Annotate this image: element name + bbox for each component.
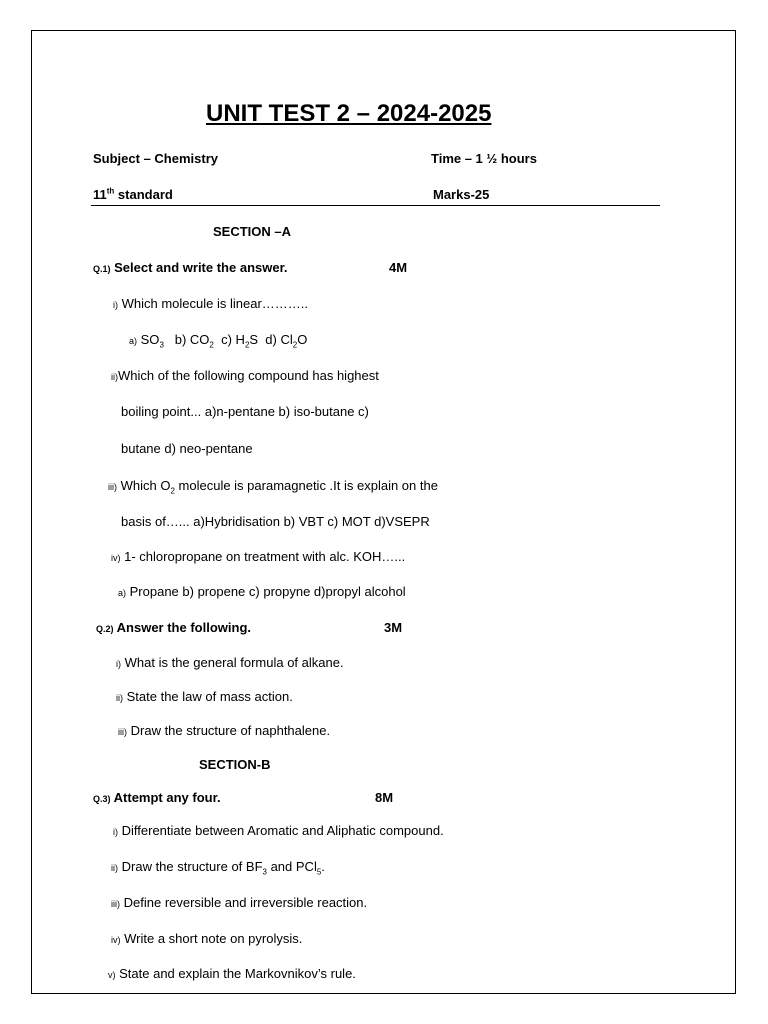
page-title: UNIT TEST 2 – 2024-2025 bbox=[206, 100, 492, 127]
option-c-end: S bbox=[249, 332, 259, 347]
item-text: Write a short note on pyrolysis. bbox=[124, 931, 303, 946]
item-text: Which molecule is linear……….. bbox=[121, 296, 309, 311]
question-1-number: Q.1) bbox=[93, 264, 111, 274]
item-number: iii) bbox=[111, 899, 120, 909]
q2-item-iii bbox=[118, 723, 330, 740]
subject-label: Subject – Chemistry bbox=[93, 151, 218, 166]
item-text-end: molecule is paramagnetic .It is explain on the bbox=[174, 478, 438, 493]
standard-text: standard bbox=[114, 187, 173, 202]
question-3-number: Q.3) bbox=[93, 794, 111, 804]
page-border bbox=[31, 30, 736, 994]
standard-label bbox=[93, 187, 173, 203]
standard-suffix: th bbox=[106, 186, 115, 196]
item-number: i) bbox=[113, 300, 118, 310]
q1-item-i bbox=[113, 296, 308, 313]
item-number: iii) bbox=[108, 482, 117, 492]
item-number: ii) bbox=[111, 863, 118, 873]
question-2-text: Answer the following. bbox=[116, 620, 251, 635]
item-text: What is the general formula of alkane. bbox=[124, 655, 344, 670]
option-d-text: d) Cl bbox=[265, 332, 293, 347]
item-text: Draw the structure of BF bbox=[121, 859, 263, 874]
item-number: ii) bbox=[116, 693, 123, 703]
item-number: iv) bbox=[111, 553, 121, 563]
item-text-end: . bbox=[321, 859, 325, 874]
item-text: Differentiate between Aromatic and Aliphatic compound. bbox=[121, 823, 444, 838]
q1-item-ii bbox=[111, 368, 379, 385]
question-1 bbox=[93, 260, 288, 277]
section-a-heading: SECTION –A bbox=[213, 224, 292, 239]
question-1-text: Select and write the answer. bbox=[114, 260, 288, 275]
question-3-marks: 8M bbox=[375, 790, 394, 805]
option-a-label: a) bbox=[118, 588, 127, 598]
item-number: i) bbox=[113, 827, 118, 837]
item-subscript-2: 5 bbox=[316, 867, 322, 877]
q1-item-iv bbox=[111, 549, 405, 566]
item-text: Draw the structure of naphthalene. bbox=[130, 723, 331, 738]
option-a-subscript: 3 bbox=[159, 340, 164, 350]
item-text: State and explain the Markovnikov’s rule. bbox=[119, 966, 356, 981]
item-text: Which of the following compound has highest bbox=[118, 368, 379, 383]
time-label: Time – 1 ½ hours bbox=[431, 151, 537, 166]
option-c-text: c) H bbox=[221, 332, 245, 347]
item-text: Which O bbox=[120, 478, 171, 493]
option-a-label: a) bbox=[129, 336, 138, 346]
q3-item-i bbox=[113, 823, 444, 840]
q1-item-ii-line2: boiling point... a)n-pentane b) iso-butane c) bbox=[121, 404, 369, 419]
q3-item-iii bbox=[111, 895, 367, 912]
question-2-marks: 3M bbox=[384, 620, 403, 635]
item-number: i) bbox=[116, 659, 121, 669]
item-text: State the law of mass action. bbox=[126, 689, 293, 704]
q1-item-iii bbox=[108, 478, 438, 495]
option-d-subscript: 2 bbox=[292, 340, 298, 350]
q1-item-iii-line2: basis of…... a)Hybridisation b) VBT c) MOT d)VSEPR bbox=[121, 514, 430, 529]
option-a-text: SO bbox=[140, 332, 160, 347]
standard-number: 11 bbox=[93, 187, 107, 202]
option-c-subscript: 2 bbox=[244, 340, 250, 350]
q1-item-i-options bbox=[129, 332, 307, 349]
item-text: 1- chloropropane on treatment with alc. KOH…... bbox=[124, 549, 406, 564]
q3-item-iv bbox=[111, 931, 302, 948]
item-number: iii) bbox=[118, 727, 127, 737]
item-number: iv) bbox=[111, 935, 121, 945]
q1-item-iv-options bbox=[118, 584, 406, 601]
question-3 bbox=[93, 790, 221, 807]
q2-item-ii bbox=[116, 689, 293, 706]
q1-item-ii-line3: butane d) neo-pentane bbox=[121, 441, 253, 456]
question-2-number: Q.2) bbox=[96, 624, 114, 634]
question-1-marks: 4M bbox=[389, 260, 408, 275]
item-number: v) bbox=[108, 970, 116, 980]
item-text-mid: and PCl bbox=[266, 859, 317, 874]
item-text: Define reversible and irreversible reaction. bbox=[123, 895, 368, 910]
section-b-heading: SECTION-B bbox=[199, 757, 271, 772]
option-b-text: b) CO bbox=[174, 332, 210, 347]
item-subscript-1: 3 bbox=[262, 867, 267, 877]
question-2 bbox=[96, 620, 251, 637]
item-number: ii) bbox=[111, 372, 118, 382]
option-d-end: O bbox=[297, 332, 308, 347]
question-3-text: Attempt any four. bbox=[113, 790, 221, 805]
q2-item-i bbox=[116, 655, 344, 672]
q3-item-ii bbox=[111, 859, 325, 876]
marks-label: Marks-25 bbox=[433, 187, 490, 202]
options-text: Propane b) propene c) propyne d)propyl alcohol bbox=[129, 584, 406, 599]
option-b-subscript: 2 bbox=[209, 340, 214, 350]
item-subscript: 2 bbox=[170, 486, 175, 496]
q3-item-v bbox=[108, 966, 356, 983]
header-divider bbox=[91, 205, 660, 206]
